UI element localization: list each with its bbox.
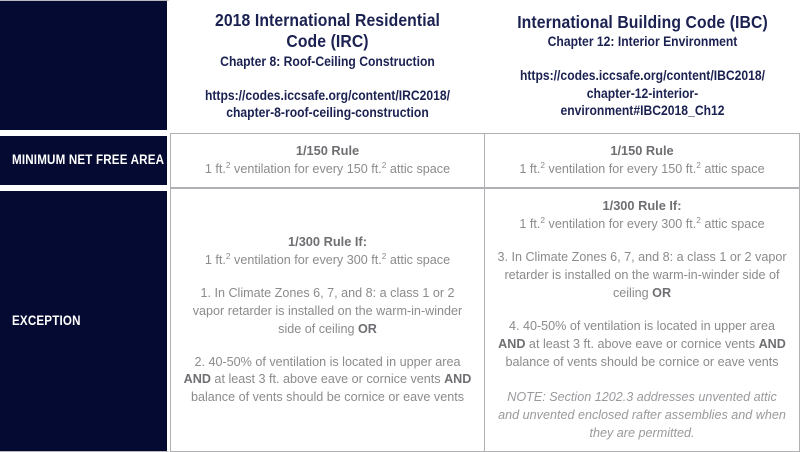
irc-mnfa-body [183,142,472,179]
irc-url[interactable] [198,87,456,122]
ibc-exc-item1-text: 3. In Climate Zones 6, 7, and 8: a class 1 or 2 vapor retarder is installed on the warm-in-winder side of ceiling [497,250,787,300]
table-header-row [0,0,800,133]
cell-ibc-minimum-net-free-area [485,133,800,188]
ibc-exc-sup1: 2 [540,215,546,226]
ibc-mnfa-sup1: 2 [540,160,546,171]
row-exception [0,188,800,452]
column-header-irc [170,0,485,133]
irc-mnfa-sup1: 2 [225,160,231,171]
ibc-url[interactable] [513,67,771,119]
column-header-ibc [485,0,800,133]
row-label-cell-minimum-net-free-area [0,133,170,188]
irc-exc-item1-text: 1. In Climate Zones 6, 7, and 8: a class 1 or 2 vapor retarder is installed on the warm-in-winder side of ceiling [192,285,463,336]
irc-exc-sup2: 2 [381,250,387,261]
ibc-subtitle: Chapter 12: Interior Environment [547,34,738,50]
irc-exc-rule-title: 1/300 Rule If: [288,233,367,249]
ibc-exc-mid: ventilation for every 300 ft. [545,217,697,232]
irc-mnfa-rule-desc [183,161,472,179]
ibc-exc-item2-b: at least 3 ft. above eave or cornice vents [525,336,759,351]
ibc-exc-item1-or: OR [652,285,672,300]
ibc-exc-post: attic space [700,217,765,232]
ibc-exc-item2-and-2: AND [758,336,786,351]
ibc-url-line-1: https://codes.iccsafe.org/content/IBC2018/ [519,68,766,84]
irc-exc-mid: ventilation for every 300 ft. [230,253,382,268]
ibc-exception-item-3 [497,249,787,303]
irc-mnfa-pre: 1 ft. [204,162,226,177]
ibc-exception-item-4 [497,318,787,372]
ibc-mnfa-rule-title: 1/150 Rule [610,143,674,159]
ibc-exc-rule-title: 1/300 Rule If: [602,198,682,214]
row-label-exception: EXCEPTION [12,312,81,328]
ibc-exc-pre: 1 ft. [519,217,541,232]
ibc-mnfa-pre: 1 ft. [519,162,541,177]
ibc-mnfa-sup2: 2 [696,160,701,171]
irc-exception-item-2 [183,354,472,408]
ibc-mnfa-rule-desc [497,161,787,179]
irc-exc-sup1: 2 [225,250,231,261]
irc-exc-item2-c: balance of vents should be cornice or eave vents [190,390,465,405]
irc-exception-item-1 [183,285,472,339]
ibc-exc-item2-a: 4. 40-50% of ventilation is located in upper area [508,318,776,333]
cell-irc-exception [170,188,485,452]
ibc-mnfa-mid: ventilation for every 150 ft. [545,162,697,177]
irc-exc-item2-and-2: AND [444,372,472,387]
irc-exception-body [183,233,472,407]
ibc-exc-item2-c: balance of vents should be cornice or eave vents [505,354,779,369]
ibc-exception-body [497,197,787,443]
irc-exc-rule [183,233,472,270]
ibc-exc-sup2: 2 [696,215,701,226]
irc-exc-item1-or: OR [357,321,377,336]
row-label-minimum-net-free-area: MINIMUM NET FREE AREA [12,152,165,168]
irc-exc-post: attic space [386,253,451,268]
irc-subtitle: Chapter 8: Roof-Ceiling Construction [220,53,435,69]
cell-irc-minimum-net-free-area [170,133,485,188]
irc-mnfa-sup2: 2 [381,160,387,171]
ibc-exception-note: NOTE: Section 1202.3 addresses unvented attic and unvented enclosed rafter assemblies and when they are permitted. [498,390,786,441]
irc-exc-pre: 1 ft. [204,253,226,268]
irc-exc-item2-and-1: AND [183,372,211,387]
cell-ibc-exception [485,188,800,452]
ibc-url-line-2: chapter-12-interior-environment#IBC2018_Ch12 [560,85,725,118]
irc-mnfa-post: attic space [386,162,451,177]
row-label-cell-exception [0,188,170,452]
irc-exc-rule-desc [183,252,472,270]
irc-exc-item2-a: 2. 40-50% of ventilation is located in upper area [194,354,461,369]
irc-mnfa-rule-title: 1/150 Rule [295,143,360,159]
irc-title: 2018 International Residential Code (IRC) [214,10,441,52]
ibc-mnfa-post: attic space [700,162,765,177]
irc-mnfa-mid: ventilation for every 150 ft. [230,162,382,177]
ibc-exc-item2-and-1: AND [498,336,526,351]
ibc-mnfa-body [497,142,787,179]
irc-exc-item2-b: at least 3 ft. above eave or cornice vents [210,372,445,387]
header-corner-cell [0,0,170,133]
irc-url-line-2: chapter-8-roof-ceiling-construction [226,104,429,120]
ibc-title: International Building Code (IBC) [517,12,768,33]
ibc-exc-rule [497,197,787,234]
irc-url-line-1: https://codes.iccsafe.org/content/IRC2018/ [204,87,451,103]
row-minimum-net-free-area [0,133,800,188]
ibc-exc-rule-desc [497,216,787,234]
